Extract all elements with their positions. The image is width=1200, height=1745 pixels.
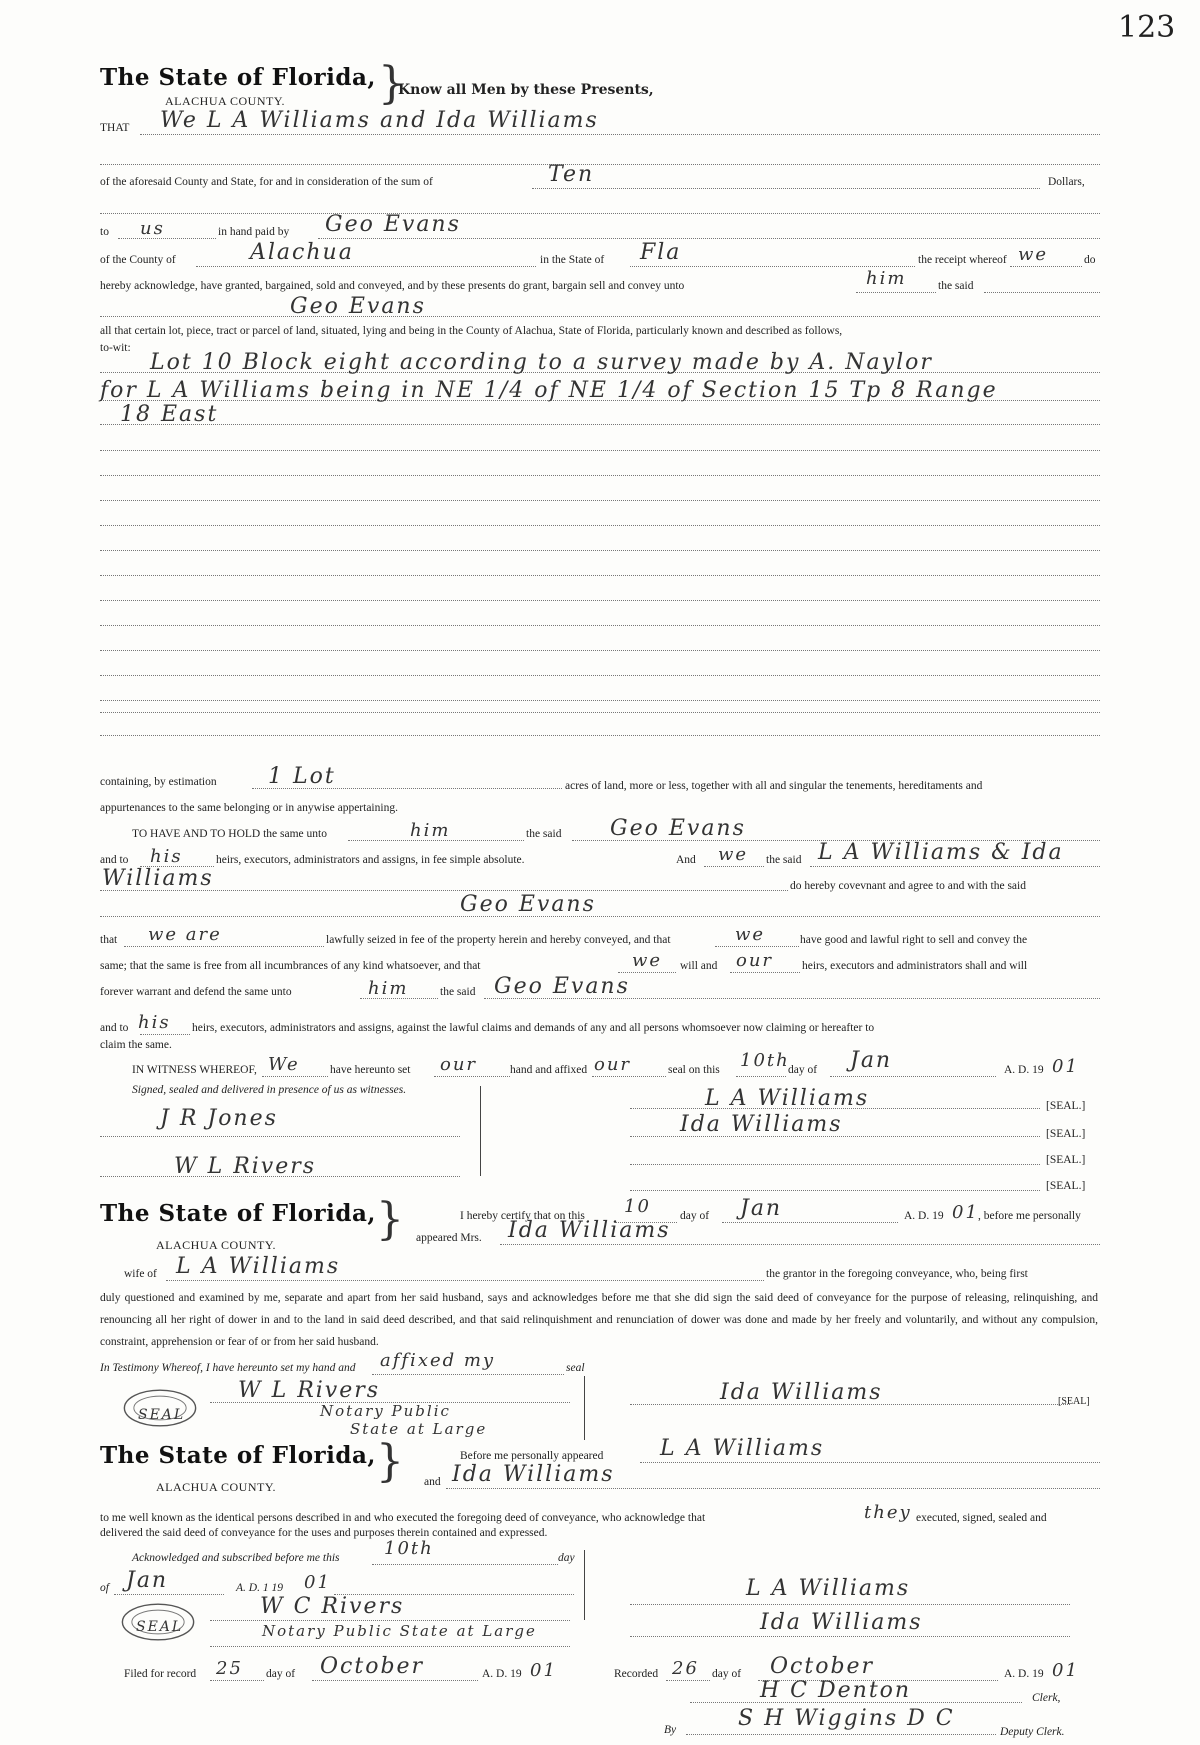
county-of-text: of the County of — [100, 254, 176, 266]
page-number: 123 — [1118, 10, 1176, 45]
grantors2-cont-handwritten: Williams — [102, 866, 214, 891]
and-to-label-2: and to — [100, 1022, 129, 1034]
to-wit-label: to-wit: — [100, 342, 131, 354]
our1-handwritten: our — [440, 1054, 478, 1075]
witness-we-handwritten: We — [268, 1054, 300, 1075]
witness-ad: A. D. 19 — [1004, 1064, 1044, 1076]
claims-text: heirs, executors, administrators and assigns, against the lawful claims and demands of any and all persons whomsoever now claiming or hereafter to — [192, 1022, 875, 1034]
forever-handwritten: him — [368, 978, 409, 999]
we2-handwritten: we — [735, 924, 766, 945]
seal-label-1: [SEAL.] — [1046, 1100, 1086, 1112]
cert2-brace: } — [376, 1436, 404, 1487]
affixed-handwritten: affixed my — [380, 1350, 496, 1371]
will-and-label: will and — [680, 960, 718, 972]
cert2-ad: A. D. 1 19 — [236, 1582, 283, 1594]
certify-text: I hereby certify that on this — [460, 1210, 585, 1222]
know-all-text: Know all Men by these Presents, — [398, 82, 654, 98]
filed-day-of: day of — [266, 1668, 296, 1680]
wife-of-text: wife of — [124, 1268, 157, 1280]
witness-day-of: day of — [788, 1064, 818, 1076]
witness-1-handwritten: J R Jones — [160, 1106, 278, 1131]
appeared-text: appeared Mrs. — [416, 1232, 482, 1244]
acres-text: acres of land, more or less, together with all and singular the tenements, hereditaments and — [565, 780, 983, 792]
paid-by-handwritten: Geo Evans — [325, 212, 461, 237]
good-right-text: have good and lawful right to sell and convey the — [800, 934, 1028, 946]
consideration-text: of the aforesaid County and State, for and in consideration of the sum of — [100, 176, 433, 188]
land-text: all that certain lot, piece, tract or parcel of land, situated, lying and being in the County of Alachua, State of Florida, particularly known and described as follows, — [100, 325, 843, 337]
dollars-label: Dollars, — [1048, 176, 1085, 188]
cert2-signature-1-handwritten: L A Williams — [746, 1576, 911, 1601]
habendum-handwritten: him — [410, 820, 451, 841]
containing-handwritten: 1 Lot — [268, 764, 336, 789]
heading-brace: } — [378, 58, 406, 109]
notary-1-title-handwritten: Notary Public — [320, 1402, 451, 1420]
notary-2-name-handwritten: W C Rivers — [260, 1594, 405, 1619]
cert1-paragraph: duly questioned and examined by me, separate and apart from her said husband, says and acknowledges before me that she did sign the said deed of conveyance for the purpose of releasing, relinquishing, and renouncing all her right of dower in and to the land in said deed described, and that said relinquishment and renunciation of dower was done and made by her freely and voluntarily, and without any compulsion, constraint, apprehension or fear of or from her said husband. — [100, 1292, 1098, 1348]
habendum-text: TO HAVE AND TO HOLD the same unto — [132, 828, 327, 840]
and-label: And — [676, 854, 696, 866]
notary-1-name-handwritten: W L Rivers — [238, 1378, 381, 1403]
cert1-signature-handwritten: Ida Williams — [720, 1380, 883, 1405]
known-text-3: delivered the said deed of conveyance for the uses and purposes therein contained and expressed. — [100, 1527, 548, 1539]
cert2-divider — [584, 1550, 585, 1620]
cert2-day-handwritten: 10th — [384, 1538, 434, 1559]
witness-whereof-text: IN WITNESS WHEREOF, — [132, 1064, 257, 1076]
grantors-handwritten: We L A Williams and Ida Williams — [160, 108, 599, 133]
witness-2-handwritten: W L Rivers — [174, 1154, 317, 1179]
recorded-text: Recorded — [614, 1668, 659, 1680]
cert1-day-of: day of — [680, 1210, 710, 1222]
cert2-of-label: of — [100, 1582, 109, 1594]
witness-day-handwritten: 10th — [740, 1050, 790, 1071]
testimony-text: In Testimony Whereof, I have hereunto set my hand and — [100, 1362, 356, 1374]
cert1-state-heading: The State of Florida, — [100, 1200, 376, 1227]
covenant-grantee-handwritten: Geo Evans — [460, 892, 596, 917]
cert2-appeared-handwritten: L A Williams — [660, 1436, 825, 1461]
county-label: ALACHUA COUNTY. — [165, 94, 285, 108]
state-of-text: in the State of — [540, 254, 605, 266]
state-heading: The State of Florida, — [100, 64, 376, 91]
grantors2-handwritten: L A Williams & Ida — [818, 840, 1064, 865]
county-handwritten: Alachua — [250, 240, 354, 265]
cert1-ad: A. D. 19 — [904, 1210, 944, 1222]
cert1-year-handwritten: 01 — [952, 1202, 979, 1223]
cert1-county: ALACHUA COUNTY. — [156, 1238, 276, 1252]
by-label: By — [664, 1724, 677, 1736]
cert2-and-label: and — [424, 1476, 441, 1488]
recorded-day-handwritten: 26 — [672, 1658, 699, 1679]
description-line-2: for L A Williams being in NE 1/4 of NE 1/4 of Section 15 Tp 8 Range — [100, 378, 998, 403]
filed-month-handwritten: October — [320, 1654, 425, 1679]
the-said-label: the said — [938, 280, 974, 292]
that-label-2: that — [100, 934, 118, 946]
deputy-handwritten: S H Wiggins D C — [738, 1706, 955, 1731]
set-text: have hereunto set — [330, 1064, 411, 1076]
cert1-day-handwritten: 10 — [624, 1196, 651, 1217]
cert1-brace: } — [376, 1194, 404, 1245]
habendum-grantee-handwritten: Geo Evans — [610, 816, 746, 841]
seal-label-2: [SEAL.] — [1046, 1128, 1086, 1140]
our-handwritten: our — [736, 950, 774, 971]
witness-year-handwritten: 01 — [1052, 1056, 1079, 1077]
grantee-handwritten: Geo Evans — [290, 294, 426, 319]
cert2-day-word: day — [558, 1552, 575, 1564]
grantor-text: the grantor in the foregoing conveyance, who, being first — [766, 1268, 1028, 1280]
receipt-text: the receipt whereof — [918, 254, 1007, 266]
his2-handwritten: his — [138, 1012, 171, 1033]
sum-handwritten: Ten — [548, 162, 595, 187]
acknowledged-text: Acknowledged and subscribed before me this — [132, 1552, 340, 1564]
deputy-label: Deputy Clerk. — [1000, 1726, 1065, 1738]
cert1-appeared-handwritten: Ida Williams — [508, 1218, 671, 1243]
seal-label-4: [SEAL.] — [1046, 1180, 1086, 1192]
we3-handwritten: we — [632, 950, 663, 971]
witness-month-handwritten: Jan — [850, 1048, 893, 1073]
clerk-handwritten: H C Denton — [760, 1678, 912, 1703]
to-label: to — [100, 226, 109, 238]
filed-ad: A. D. 19 — [482, 1668, 522, 1680]
forever-text: forever warrant and defend the same unto — [100, 986, 292, 998]
clerk-label: Clerk, — [1032, 1692, 1061, 1704]
recorded-month-handwritten: October — [770, 1654, 875, 1679]
forever-grantee-handwritten: Geo Evans — [494, 974, 630, 999]
witness-divider — [480, 1086, 481, 1176]
containing-text: containing, by estimation — [100, 776, 217, 788]
seized-text: lawfully seized in fee of the property herein and hereby conveyed, and that — [326, 934, 671, 946]
signature-2-handwritten: Ida Williams — [680, 1112, 843, 1137]
notary-seal-2-label: SEAL — [136, 1619, 184, 1635]
our2-handwritten: our — [594, 1054, 632, 1075]
notary-2-title-handwritten: Notary Public State at Large — [262, 1622, 537, 1640]
filed-day-handwritten: 25 — [216, 1658, 243, 1679]
same-text: same; that the same is free from all incumbrances of any kind whatsoever, and that — [100, 960, 481, 972]
description-line-3: 18 East — [120, 402, 219, 427]
cert2-month-handwritten: Jan — [126, 1568, 169, 1593]
seal-label-3: [SEAL.] — [1046, 1154, 1086, 1166]
state-handwritten: Fla — [640, 240, 682, 265]
we-are-handwritten: we are — [148, 924, 222, 945]
cert1-seal-label: [SEAL] — [1058, 1396, 1090, 1407]
paid-by-text: in hand paid by — [218, 226, 290, 238]
husband-handwritten: L A Williams — [176, 1254, 341, 1279]
claim-same-text: claim the same. — [100, 1039, 172, 1051]
filed-text: Filed for record — [124, 1668, 197, 1680]
covenant-text: do hereby covevnant and agree to and with the said — [790, 880, 1026, 892]
cert2-signature-2-handwritten: Ida Williams — [760, 1610, 923, 1635]
appurtenances-text: appurtenances to the same belonging or in anywise appertaining. — [100, 802, 398, 814]
his-handwritten: his — [150, 846, 183, 867]
heirs-text: heirs, executors, administrators and assigns, in fee simple absolute. — [216, 854, 525, 866]
description-line-1: Lot 10 Block eight according to a survey made by A. Naylor — [150, 350, 933, 375]
recorded-ad: A. D. 19 — [1004, 1668, 1044, 1680]
cert2-before-text: Before me personally appeared — [460, 1450, 604, 1462]
before-text: , before me personally — [978, 1210, 1081, 1222]
known-text-1: to me well known as the identical persons described in and who executed the foregoing deed of conveyance, who acknowledge that — [100, 1512, 706, 1524]
that-label: THAT — [100, 122, 130, 134]
exec-text: heirs, executors and administrators shall and will — [802, 960, 1028, 972]
habendum-said: the said — [526, 828, 562, 840]
seal-word: seal — [566, 1362, 585, 1374]
cert2-state-heading: The State of Florida, — [100, 1442, 376, 1469]
cert2-and-handwritten: Ida Williams — [452, 1462, 615, 1487]
cert2-year-handwritten: 01 — [304, 1572, 331, 1593]
presence-text: Signed, sealed and delivered in presence of us as witnesses. — [132, 1084, 407, 1096]
known-text-2: executed, signed, sealed and — [916, 1512, 1047, 1524]
we-handwritten: we — [718, 844, 749, 865]
seal-on-text: seal on this — [668, 1064, 720, 1076]
said-label: the said — [766, 854, 802, 866]
cert1-divider — [584, 1376, 585, 1440]
do-label: do — [1084, 254, 1096, 266]
notary-seal-1-label: SEAL — [138, 1407, 186, 1423]
signature-1-handwritten: L A Williams — [705, 1086, 870, 1111]
cert2-county: ALACHUA COUNTY. — [156, 1480, 276, 1494]
recorded-year-handwritten: 01 — [1052, 1660, 1079, 1681]
and-to-label: and to — [100, 854, 129, 866]
receipt-handwritten: we — [1018, 244, 1049, 265]
they-handwritten: they — [864, 1502, 912, 1523]
filed-year-handwritten: 01 — [530, 1660, 557, 1681]
forever-said: the said — [440, 986, 476, 998]
recorded-day-of: day of — [712, 1668, 742, 1680]
unto-handwritten: him — [866, 268, 907, 289]
hand-text: hand and affixed — [510, 1064, 588, 1076]
acknowledge-text: hereby acknowledge, have granted, bargained, sold and conveyed, and by these presents do grant, bargain sell and convey unto — [100, 280, 685, 292]
cert1-month-handwritten: Jan — [740, 1196, 783, 1221]
to-handwritten: us — [140, 218, 165, 239]
notary-1-state-handwritten: State at Large — [350, 1420, 488, 1438]
